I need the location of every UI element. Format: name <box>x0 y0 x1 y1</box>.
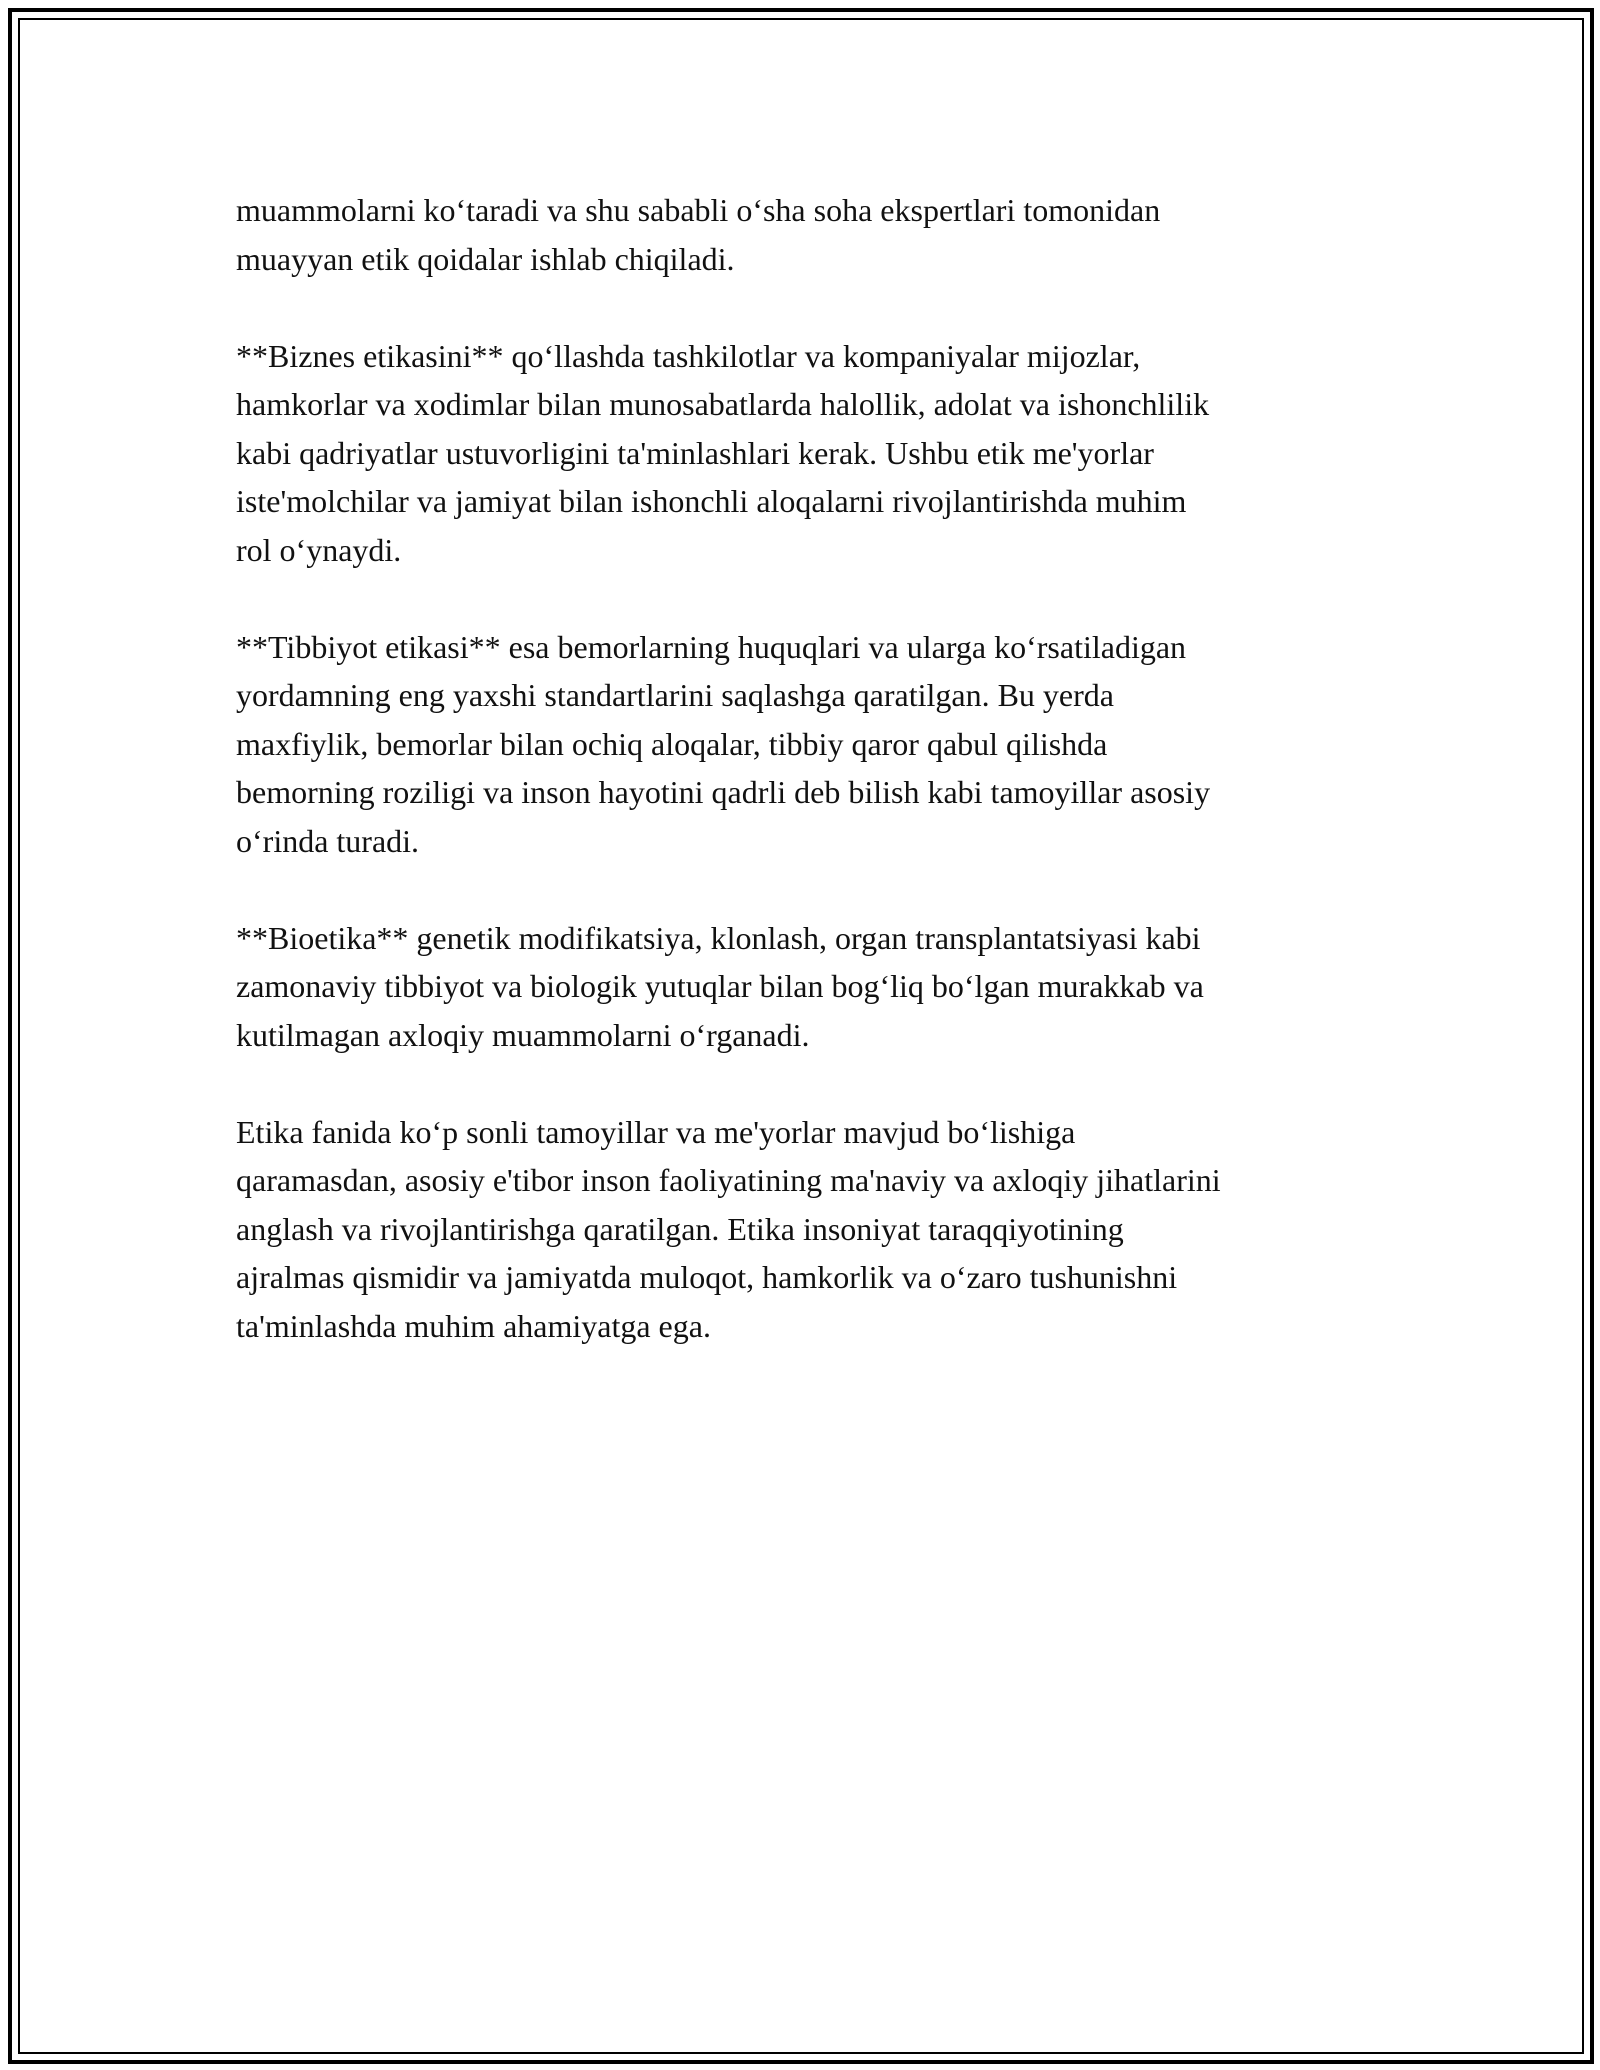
paragraph-business-ethics: **Biznes etikasini** qo‘llashda tashkilotlar va kompaniyalar mijozlar, hamkorlar va xodimlar bilan munosabatlarda halollik, adolat va ishonchlilik kabi qadriyatlar ustuvorligini ta'minlashlari kerak. Ushbu etik me'yorlar iste'molchilar va jamiyat bilan ishonchli aloqalarni rivojlantirishda muhim rol o‘ynaydi. <box>236 337 1210 568</box>
paragraph-bioethics: **Bioetika** genetik modifikatsiya, klonlash, organ transplantatsiyasi kabi zamonaviy tibbiyot va biologik yutuqlar bilan bog‘liq bo‘lgan murakkab va kutilmagan axloqiy muammolarni o‘rganadi. <box>236 919 1204 1053</box>
paragraph-continuation: muammolarni ko‘taradi va shu sababli o‘sha soha ekspertlari tomonidan muayyan etik qoidalar ishlab chiqiladi. <box>236 192 1161 277</box>
paragraph-medical-ethics: **Tibbiyot etikasi** esa bemorlarning huquqlari va ularga ko‘rsatiladigan yordamning eng yaxshi standartlarini saqlashga qaratilgan. Bu yerda maxfiylik, bemorlar bilan ochiq aloqalar, tibbiy qaror qabul qilishda bemorning roziligi va inson hayotini qadrli deb bilish kabi tamoyillar asosiy o‘rinda turadi. <box>236 628 1211 859</box>
document-body <box>236 186 1376 1399</box>
paragraph-conclusion: Etika fanida ko‘p sonli tamoyillar va me'yorlar mavjud bo‘lishiga qaramasdan, asosiy e'tibor inson faoliyatining ma'naviy va axloqiy jihatlarini anglash va rivojlantirishga qaratilgan. Etika insoniyat taraqqiyotining ajralmas qismidir va jamiyatda muloqot, hamkorlik va o‘zaro tushunishni ta'minlashda muhim ahamiyatga ega. <box>236 1113 1221 1344</box>
